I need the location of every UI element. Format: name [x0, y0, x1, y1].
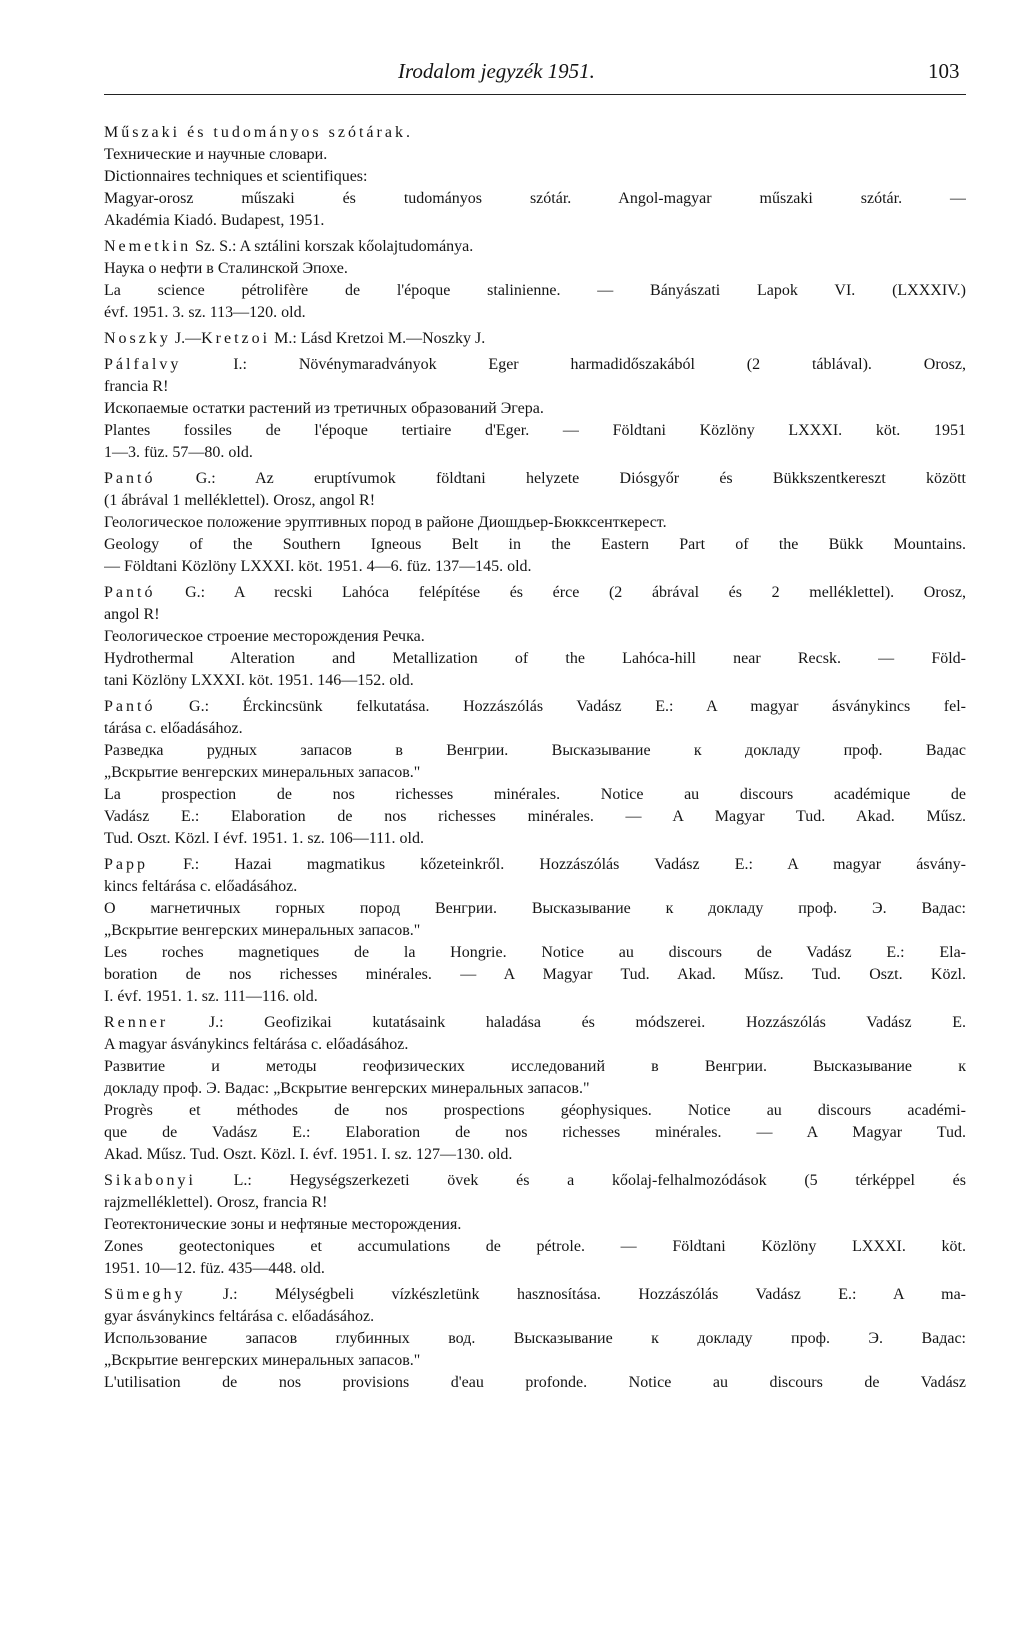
- entry-line: La science pétrolifère de l'époque stalinienne. — Bányászati Lapok VI. (LXXXIV.): [104, 282, 966, 299]
- entry-line: La prospection de nos richesses minérales. Notice au discours académique de: [104, 786, 966, 803]
- author-name: Pálfalvy: [104, 356, 182, 373]
- entry-line: kincs feltárása c. előadásához.: [104, 878, 298, 895]
- entry-line: Dictionnaires techniques et scientifiques:: [104, 168, 368, 185]
- entry-line: francia R!: [104, 378, 169, 395]
- author-name: Papp: [104, 856, 148, 873]
- entry-text: I.: Növénymaradványok Eger harmadidőszakából (2 táblával). Orosz,: [181, 356, 966, 373]
- entry-line: tárása c. előadásához.: [104, 720, 243, 737]
- bibliography-entry: [104, 1170, 966, 1280]
- entry-line: „Вскрытие венгерских минеральных запасов.": [104, 764, 421, 781]
- entry-line: докладу проф. Э. Вадас: „Вскрытие венгерских минеральных запасов.": [104, 1080, 590, 1097]
- entry-line: Геотектонические зоны и нефтяные месторождения.: [104, 1216, 462, 1233]
- entry-line: [104, 1284, 966, 1306]
- entry-line: [104, 854, 966, 876]
- entry-line: Ископаемые остатки растений из третичных образований Эгера.: [104, 400, 544, 417]
- entry-line: Геологическое положение эруптивных пород в районе Диошдьер-Бюкксенткерест.: [104, 514, 667, 531]
- bibliography-entry: [104, 328, 966, 350]
- author-name: Nemetkin: [104, 238, 192, 255]
- author-name: Pantó: [104, 470, 156, 487]
- entry-line: „Вскрытие венгерских минеральных запасов.": [104, 922, 421, 939]
- entry-line: Plantes fossiles de l'époque tertiaire d'Eger. — Földtani Közlöny LXXXI. köt. 1951: [104, 422, 966, 439]
- author-name: Sümeghy: [104, 1286, 186, 1303]
- author-name: Műszaki és tudományos szótárak.: [104, 124, 413, 141]
- bibliography-entry: [104, 582, 966, 692]
- entry-line: Использование запасов глубинных вод. Высказывание к докладу проф. Э. Вадас:: [104, 1330, 966, 1347]
- entry-line: 1—3. füz. 57—80. old.: [104, 444, 253, 461]
- entry-line: A magyar ásványkincs feltárása c. előadásához.: [104, 1036, 409, 1053]
- entry-line: boration de nos richesses minérales. — A Magyar Tud. Akad. Műsz. Tud. Oszt. Közl.: [104, 966, 966, 983]
- entry-line: [104, 582, 966, 604]
- entry-line: Разведка рудных запасов в Венгрии. Высказывание к докладу проф. Вадас: [104, 742, 966, 759]
- entry-line: Akadémia Kiadó. Budapest, 1951.: [104, 212, 325, 229]
- author-name: Renner: [104, 1014, 169, 1031]
- entry-line: [104, 236, 966, 258]
- page-number: 103: [928, 59, 960, 83]
- entry-line: Геологическое строение месторождения Речка.: [104, 628, 425, 645]
- entry-line: I. évf. 1951. 1. sz. 111—116. old.: [104, 988, 318, 1005]
- bibliography-entry: [104, 1284, 966, 1394]
- entry-line: Hydrothermal Alteration and Metallization of the Lahóca-hill near Recsk. — Föld-: [104, 650, 966, 667]
- entry-line: Наука о нефти в Сталинской Эпохе.: [104, 260, 348, 277]
- author-name: Sikabonyi: [104, 1172, 196, 1189]
- entry-line: Akad. Műsz. Tud. Oszt. Közl. I. évf. 1951. I. sz. 127—130. old.: [104, 1146, 513, 1163]
- entry-text: M.: Lásd Kretzoi M.—Noszky J.: [270, 330, 486, 347]
- author-name: Pantó: [104, 698, 156, 715]
- entry-text: J.: Mélységbeli vízkészletünk hasznosítása. Hozzászólás Vadász E.: A ma-: [185, 1286, 966, 1303]
- entry-line: 1951. 10—12. füz. 435—448. old.: [104, 1260, 325, 1277]
- header-rule: [104, 94, 966, 95]
- entry-line: (1 ábrával 1 melléklettel). Orosz, angol R!: [104, 492, 376, 509]
- entry-line: rajzmelléklettel). Orosz, francia R!: [104, 1194, 328, 1211]
- entry-line: évf. 1951. 3. sz. 113—120. old.: [104, 304, 306, 321]
- entry-line: Tud. Oszt. Közl. I évf. 1951. 1. sz. 106—111. old.: [104, 830, 424, 847]
- entry-line: angol R!: [104, 606, 160, 623]
- entry-line: — Földtani Közlöny LXXXI. köt. 1951. 4—6. füz. 137—145. old.: [104, 558, 532, 575]
- bibliography-entry: [104, 354, 966, 464]
- entry-line: [104, 328, 966, 350]
- entry-text: G.: Az eruptívumok földtani helyzete Diósgyőr és Bükkszentkereszt között: [155, 470, 966, 487]
- entry-line: Zones geotectoniques et accumulations de pétrole. — Földtani Közlöny LXXXI. köt.: [104, 1238, 966, 1255]
- entry-line: Vadász E.: Elaboration de nos richesses minérales. — A Magyar Tud. Akad. Műsz.: [104, 808, 966, 825]
- entry-line: L'utilisation de nos provisions d'eau profonde. Notice au discours de Vadász: [104, 1374, 966, 1391]
- author-name: Noszky: [104, 330, 171, 347]
- bibliography-entry: [104, 122, 966, 232]
- entry-text: G.: A recski Lahóca felépítése és érce (2 ábrával és 2 melléklettel). Orosz,: [155, 584, 966, 601]
- entry-text: G.: Érckincsünk felkutatása. Hozzászólás Vadász E.: A magyar ásványkincs fel-: [155, 698, 966, 715]
- running-title: Irodalom jegyzék 1951.: [398, 59, 595, 83]
- author-name: Kretzoi: [201, 330, 271, 347]
- page-header: [0, 60, 1024, 90]
- entry-text: Sz. S.: A sztálini korszak kőolajtudománya.: [191, 238, 474, 255]
- entry-line: [104, 354, 966, 376]
- entry-text: F.: Hazai magmatikus kőzeteinkről. Hozzászólás Vadász E.: A magyar ásvány-: [148, 856, 966, 873]
- entry-line: [104, 696, 966, 718]
- entry-line: Progrès et méthodes de nos prospections géophysiques. Notice au discours académi-: [104, 1102, 966, 1119]
- entry-line: [104, 122, 966, 144]
- entry-text: J.: Geofizikai kutatásaink haladása és módszerei. Hozzászólás Vadász E.: [168, 1014, 966, 1031]
- bibliography-entry: [104, 236, 966, 324]
- bibliography-list: [104, 122, 966, 1398]
- bibliography-entry: [104, 854, 966, 1008]
- entry-line: [104, 1012, 966, 1034]
- entry-line: [104, 468, 966, 490]
- entry-text: J.—: [170, 330, 202, 347]
- entry-line: Развитие и методы геофизических исследований в Венгрии. Высказывание к: [104, 1058, 966, 1075]
- entry-line: Geology of the Southern Igneous Belt in the Eastern Part of the Bükk Mountains.: [104, 536, 966, 553]
- entry-line: [104, 1170, 966, 1192]
- bibliography-entry: [104, 468, 966, 578]
- bibliography-entry: [104, 696, 966, 850]
- entry-line: „Вскрытие венгерских минеральных запасов.": [104, 1352, 421, 1369]
- entry-line: О магнетичных горных пород Венгрии. Высказывание к докладу проф. Э. Вадас:: [104, 900, 966, 917]
- bibliography-entry: [104, 1012, 966, 1166]
- author-name: Pantó: [104, 584, 156, 601]
- entry-text: L.: Hegységszerkezeti övek és a kőolaj-felhalmozódások (5 térképpel és: [195, 1172, 966, 1189]
- entry-line: tani Közlöny LXXXI. köt. 1951. 146—152. old.: [104, 672, 414, 689]
- entry-line: Технические и научные словари.: [104, 146, 328, 163]
- entry-line: Les roches magnetiques de la Hongrie. Notice au discours de Vadász E.: Ela-: [104, 944, 966, 961]
- entry-line: Magyar-orosz műszaki és tudományos szótár. Angol-magyar műszaki szótár. —: [104, 190, 966, 207]
- entry-line: gyar ásványkincs feltárása c. előadásához.: [104, 1308, 375, 1325]
- entry-line: que de Vadász E.: Elaboration de nos richesses minérales. — A Magyar Tud.: [104, 1124, 966, 1141]
